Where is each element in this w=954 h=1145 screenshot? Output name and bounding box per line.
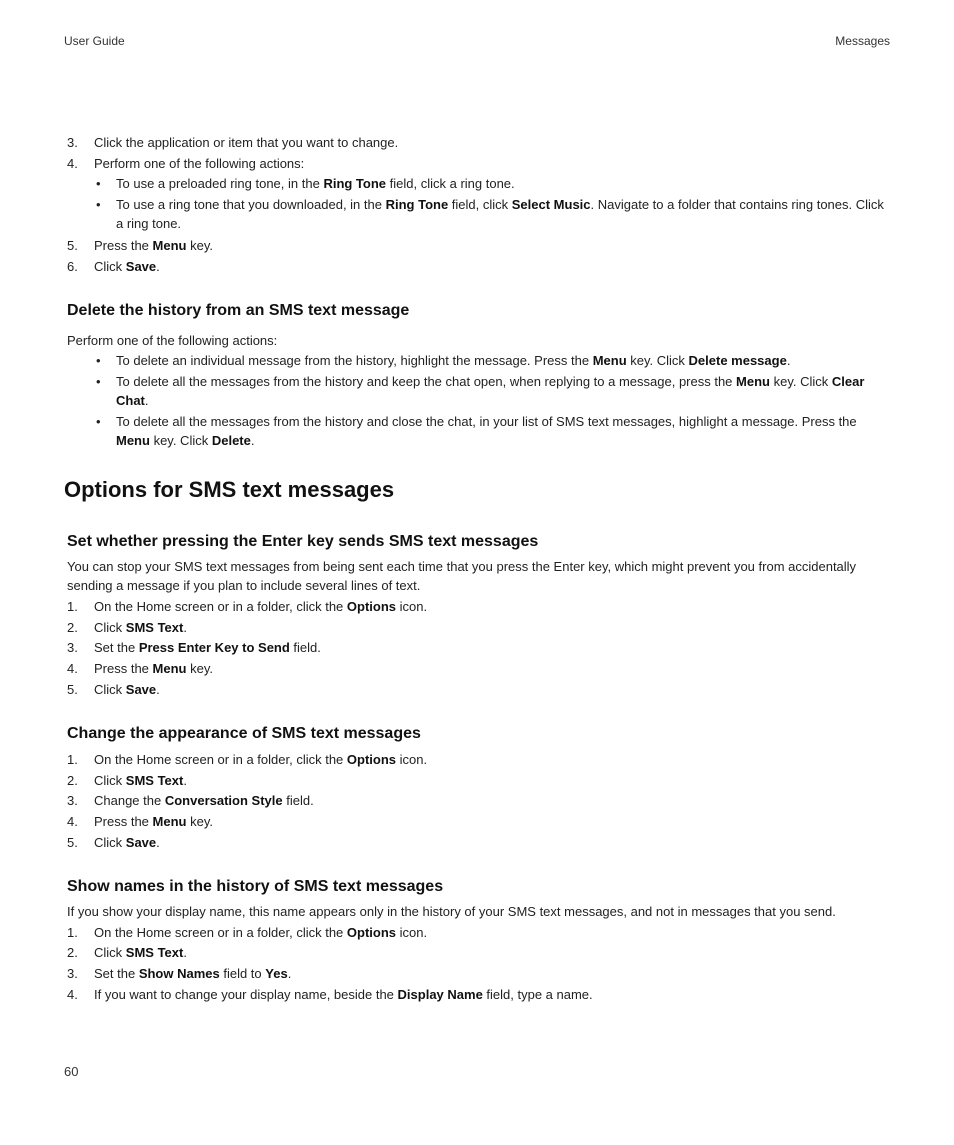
text-run: icon. bbox=[396, 925, 428, 940]
text-run: Click bbox=[94, 682, 126, 697]
text-run: icon. bbox=[396, 752, 428, 767]
text-run: . bbox=[786, 353, 791, 368]
text-run: On the Home screen or in a folder, click the bbox=[94, 752, 347, 767]
text-run: key. bbox=[186, 814, 213, 829]
step-number: 4. bbox=[67, 661, 78, 676]
step-text bbox=[94, 833, 160, 853]
emphasized-term: Yes bbox=[265, 966, 288, 981]
text-run: field, type a name. bbox=[482, 987, 593, 1002]
emphasized-term: Options bbox=[346, 599, 397, 614]
bullet-icon: • bbox=[96, 176, 101, 191]
text-run: To delete an individual message from the history, highlight the message. Press the bbox=[116, 353, 593, 368]
section-intro: If you show your display name, this name appears only in the history of your SMS text messages, and not in messages that you send. bbox=[67, 904, 836, 919]
step-text bbox=[94, 597, 427, 617]
step-text bbox=[94, 791, 314, 811]
text-run: . Navigate to a folder that contains ring tones. Click a ring tone. bbox=[116, 197, 884, 231]
emphasized-term: Press Enter Key to Send bbox=[138, 640, 290, 655]
text-run: To use a preloaded ring tone, in the bbox=[116, 176, 324, 191]
step-text bbox=[94, 680, 160, 700]
text-run: Press the bbox=[94, 814, 153, 829]
text-run: Set the bbox=[94, 966, 139, 981]
emphasized-term: Conversation Style bbox=[164, 793, 283, 808]
step-text bbox=[94, 985, 593, 1005]
text-run: field to bbox=[219, 966, 266, 981]
emphasized-term: Delete message bbox=[688, 353, 787, 368]
step-number: 3. bbox=[67, 793, 78, 808]
emphasized-term: Ring Tone bbox=[385, 197, 449, 212]
bullet-text bbox=[116, 174, 892, 194]
text-run: key. bbox=[186, 238, 213, 253]
emphasized-term: Display Name bbox=[397, 987, 483, 1002]
text-run: icon. bbox=[396, 599, 428, 614]
text-run: If you want to change your display name, beside the bbox=[94, 987, 398, 1002]
emphasized-term: Options bbox=[346, 752, 397, 767]
text-run: To use a ring tone that you downloaded, in the bbox=[116, 197, 386, 212]
step-number: 3. bbox=[67, 640, 78, 655]
text-run: Press the bbox=[94, 238, 153, 253]
step-number: 2. bbox=[67, 773, 78, 788]
emphasized-term: Delete bbox=[211, 433, 251, 448]
text-run: . bbox=[156, 835, 160, 850]
bullet-icon: • bbox=[96, 197, 101, 212]
emphasized-term: SMS Text bbox=[125, 773, 184, 788]
text-run: Click the application or item that you want to change. bbox=[94, 135, 399, 150]
emphasized-term: Save bbox=[125, 682, 157, 697]
emphasized-term: Menu bbox=[736, 374, 770, 389]
text-run: Change the bbox=[94, 793, 165, 808]
text-run: field, click a ring tone. bbox=[386, 176, 515, 191]
step-number: 5. bbox=[67, 682, 78, 697]
emphasized-term: Menu bbox=[152, 661, 187, 676]
step-text bbox=[94, 257, 160, 277]
bullet-icon: • bbox=[96, 374, 101, 389]
step-number: 2. bbox=[67, 620, 78, 635]
text-run: Click bbox=[94, 945, 126, 960]
bullet-icon: • bbox=[96, 414, 101, 429]
section-heading: Set whether pressing the Enter key sends SMS text messages bbox=[67, 533, 539, 550]
emphasized-term: Select Music bbox=[511, 197, 591, 212]
step-number: 3. bbox=[67, 966, 78, 981]
step-number: 1. bbox=[67, 925, 78, 940]
section-heading: Show names in the history of SMS text messages bbox=[67, 878, 444, 895]
text-run: Press the bbox=[94, 661, 153, 676]
text-run: On the Home screen or in a folder, click the bbox=[94, 599, 347, 614]
section-heading: Delete the history from an SMS text message bbox=[67, 302, 410, 319]
emphasized-term: SMS Text bbox=[125, 620, 184, 635]
text-run: . bbox=[156, 682, 160, 697]
step-number: 3. bbox=[67, 135, 78, 150]
text-run: Click bbox=[94, 835, 126, 850]
bullet-item bbox=[96, 351, 892, 371]
section-intro: Perform one of the following actions: bbox=[67, 333, 278, 348]
text-run: key. Click bbox=[149, 433, 212, 448]
step-text bbox=[94, 659, 213, 679]
text-run: . bbox=[183, 945, 187, 960]
text-run: Set the bbox=[94, 640, 139, 655]
step-number: 5. bbox=[67, 835, 78, 850]
emphasized-term: Save bbox=[125, 259, 157, 274]
emphasized-term: Options bbox=[346, 925, 397, 940]
text-run: key. Click bbox=[769, 374, 832, 389]
step-number: 4. bbox=[67, 814, 78, 829]
step-text bbox=[94, 750, 427, 770]
text-run: . bbox=[287, 966, 292, 981]
text-run: To delete all the messages from the history and keep the chat open, when replying to a message, press the bbox=[116, 374, 737, 389]
text-run: key. bbox=[186, 661, 213, 676]
step-number: 6. bbox=[67, 259, 78, 274]
emphasized-term: Clear Chat bbox=[116, 374, 865, 408]
step-number: 1. bbox=[67, 599, 78, 614]
emphasized-term: Menu bbox=[152, 238, 187, 253]
text-run: . bbox=[183, 620, 187, 635]
text-run: To delete all the messages from the history and close the chat, in your list of SMS text messages, highlight a message. Press the bbox=[116, 414, 857, 429]
text-run: Click bbox=[94, 773, 126, 788]
text-run: . bbox=[250, 433, 255, 448]
page-number: 60 bbox=[64, 1064, 79, 1079]
bullet-text bbox=[116, 351, 892, 371]
text-run: field. bbox=[289, 640, 321, 655]
text-run: . bbox=[156, 259, 160, 274]
chapter-heading: Options for SMS text messages bbox=[64, 477, 395, 502]
emphasized-term: Menu bbox=[592, 353, 627, 368]
text-run: field. bbox=[282, 793, 314, 808]
text-run: Click bbox=[94, 620, 126, 635]
running-header-title: User Guide bbox=[64, 34, 125, 48]
bullet-item bbox=[96, 174, 892, 194]
text-run: Perform one of the following actions: bbox=[94, 156, 305, 171]
text-run: . bbox=[144, 393, 149, 408]
step-text bbox=[94, 943, 187, 963]
step-number: 1. bbox=[67, 752, 78, 767]
text-run: field, click bbox=[448, 197, 512, 212]
step-number: 4. bbox=[67, 156, 78, 171]
bullet-text bbox=[116, 372, 892, 410]
emphasized-term: Menu bbox=[152, 814, 187, 829]
bullet-text bbox=[116, 412, 892, 450]
text-run: On the Home screen or in a folder, click the bbox=[94, 925, 347, 940]
step-number: 5. bbox=[67, 238, 78, 253]
emphasized-term: Show Names bbox=[138, 966, 220, 981]
bullet-text bbox=[116, 195, 892, 233]
emphasized-term: Save bbox=[125, 835, 157, 850]
text-run: key. Click bbox=[626, 353, 689, 368]
step-text bbox=[94, 618, 187, 638]
text-run: . bbox=[183, 773, 187, 788]
step-number: 4. bbox=[67, 987, 78, 1002]
bullet-item bbox=[96, 372, 892, 410]
step-text bbox=[94, 154, 304, 174]
section-intro: You can stop your SMS text messages from being sent each time that you press the Enter key, which might prevent you from accidentally sending a message if you plan to include several lines of text. bbox=[67, 559, 857, 593]
step-text bbox=[94, 964, 291, 984]
step-number: 2. bbox=[67, 945, 78, 960]
running-header-section: Messages bbox=[835, 34, 890, 48]
text-run: Click bbox=[94, 259, 126, 274]
emphasized-term: Menu bbox=[116, 433, 150, 448]
bullet-item bbox=[96, 195, 892, 233]
step-text bbox=[94, 638, 321, 658]
step-text bbox=[94, 812, 213, 832]
emphasized-term: Ring Tone bbox=[323, 176, 387, 191]
step-text bbox=[94, 133, 398, 153]
bullet-item bbox=[96, 412, 892, 450]
step-text bbox=[94, 771, 187, 791]
step-text bbox=[94, 236, 213, 256]
step-text bbox=[94, 923, 427, 943]
bullet-icon: • bbox=[96, 353, 101, 368]
section-heading: Change the appearance of SMS text messages bbox=[67, 725, 421, 742]
emphasized-term: SMS Text bbox=[125, 945, 184, 960]
